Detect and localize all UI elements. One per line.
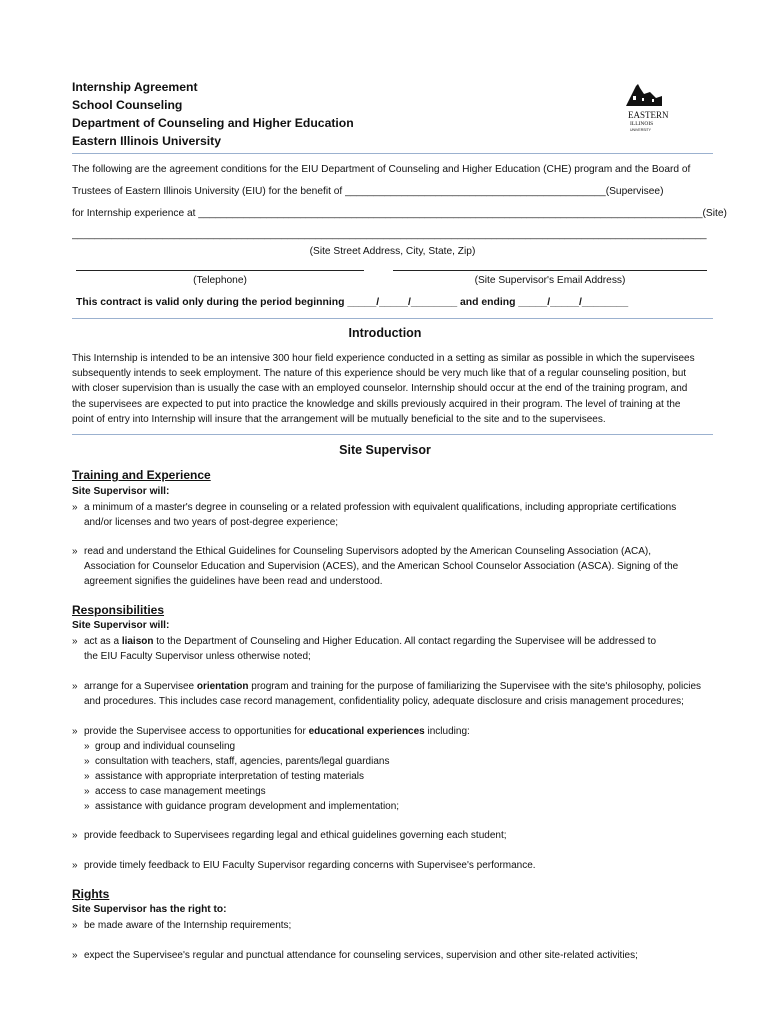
list-item: » act as a liaison to the Department of Counseling and Higher Education. All contact regarding the Supervisee will be addressed to the EIU Faculty Supervisor unless otherwise noted; [72, 636, 657, 662]
sub-list-item: » access to case management meetings [84, 786, 266, 797]
address-blank-line: ________________________________________________________________________________________________________________ [72, 229, 707, 240]
divider [72, 434, 713, 435]
bullet-icon: » [72, 546, 78, 557]
bullet-icon: » [84, 771, 90, 782]
address-label: (Site Street Address, City, State, Zip) [309, 246, 476, 257]
bullet-icon: » [72, 681, 78, 692]
logo-word-illinois: ILLINOIS [630, 121, 654, 127]
bullet-icon: » [72, 830, 78, 841]
header-title: Internship Agreement [72, 80, 198, 94]
introduction-heading: Introduction [348, 326, 422, 340]
bullet-icon: » [72, 920, 78, 931]
bullet-icon: » [84, 801, 90, 812]
contract-period-line: This contract is valid only during the period beginning _____/_____/________ and ending _____/_____/________ [76, 297, 629, 308]
divider [72, 153, 713, 154]
logo-word-eastern: EASTERN [628, 110, 669, 120]
old-main-tower-icon [622, 82, 678, 132]
introduction-paragraph [72, 351, 722, 427]
list-item: » expect the Supervisee's regular and punctual attendance for counseling services, supervision and other site-related activities; [72, 950, 638, 961]
bullet-icon: » [84, 741, 90, 752]
divider [72, 318, 713, 319]
responsibilities-lead: Site Supervisor will: [72, 620, 170, 631]
header-department: Department of Counseling and Higher Education [72, 116, 354, 130]
logo-word-university: UNIVERSITY [630, 128, 652, 132]
list-item: » provide feedback to Supervisees regarding legal and ethical guidelines governing each student; [72, 830, 507, 841]
bullet-icon: » [72, 726, 78, 737]
telephone-label: (Telephone) [193, 275, 247, 286]
rights-lead: Site Supervisor has the right to: [72, 904, 227, 915]
bullet-icon: » [84, 756, 90, 767]
sub-list-item: » consultation with teachers, staff, agencies, parents/legal guardians [84, 756, 390, 767]
paragraph-line: the supervisees are expected to put into practice the knowledge and skills previously acquired in their program. The level of training at the [72, 398, 681, 410]
list-item: » arrange for a Supervisee orientation program and training for the purpose of familiarizing the Supervisee with the site's philosophy, policies and procedures. This includes case record management, confidentiality policy, adequate disclosure and crisis management procedures; [72, 681, 702, 707]
sub-list-item: » assistance with guidance program development and implementation; [84, 801, 400, 812]
bullet-icon: » [72, 950, 78, 961]
sub-list [84, 739, 704, 814]
training-heading: Training and Experience [72, 468, 211, 482]
list-item: » a minimum of a master's degree in counseling or a related profession with equivalent qualifications, including appropriate certifications and/or licenses and two years of post-degree experience; [72, 502, 677, 528]
bullet-icon: » [72, 636, 78, 647]
sub-list-item: » group and individual counseling [84, 741, 236, 752]
list-item: » read and understand the Ethical Guidelines for Counseling Supervisors adopted by the American Counseling Association (ACA), Association for Counselor Education and Supervision (ACES), and the American School Counselor Association (ASCA). Signing of the agreement signifies the guidelines have been read and understood. [72, 546, 679, 587]
paragraph-line: with closer supervision than is usually the case with an employed counselor. Internship should occur at the end of the training program, and [72, 383, 688, 395]
bullet-icon: » [84, 786, 90, 797]
responsibilities-heading: Responsibilities [72, 603, 165, 617]
email-blank-line [393, 270, 707, 271]
paragraph-line: subsequently intends to seek employment. The nature of this experience should be very much like that of a regular counseling position, but [72, 368, 687, 380]
site-supervisor-heading: Site Supervisor [339, 443, 431, 457]
list-item: » provide the Supervisee access to opportunities for educational experiences including: [72, 726, 470, 737]
email-label: (Site Supervisor's Email Address) [474, 275, 626, 286]
list-item: » provide timely feedback to EIU Faculty Supervisor regarding concerns with Supervisee's performance. [72, 860, 536, 871]
header-program: School Counseling [72, 98, 183, 112]
bullet-icon: » [72, 860, 78, 871]
training-lead: Site Supervisor will: [72, 486, 170, 497]
header-university: Eastern Illinois University [72, 134, 222, 148]
supervisee-line: Trustees of Eastern Illinois University (EIU) for the benefit of ______________________________________________(Supervisee) [72, 186, 664, 197]
sub-list-item: » assistance with appropriate interpretation of testing materials [84, 771, 365, 782]
telephone-blank-line [76, 270, 364, 271]
agreement-intro-line: The following are the agreement conditions for the EIU Department of Counseling and Higher Education (CHE) program and the Board of [72, 164, 691, 175]
bullet-icon: » [72, 502, 78, 513]
site-line: for Internship experience at _________________________________________________________________________________________(Site) [72, 208, 727, 219]
document-header [72, 78, 354, 150]
paragraph-line: This Internship is intended to be an intensive 300 hour field experience conducted in a setting as similar as possible in which the supervisees [72, 353, 695, 364]
rights-heading: Rights [72, 887, 110, 901]
paragraph-line: point of entry into Internship will insure that the arrangement will be mutually beneficial to the site and to the supervisees. [72, 413, 606, 425]
list-item: » be made aware of the Internship requirements; [72, 920, 292, 931]
university-logo [622, 82, 678, 132]
